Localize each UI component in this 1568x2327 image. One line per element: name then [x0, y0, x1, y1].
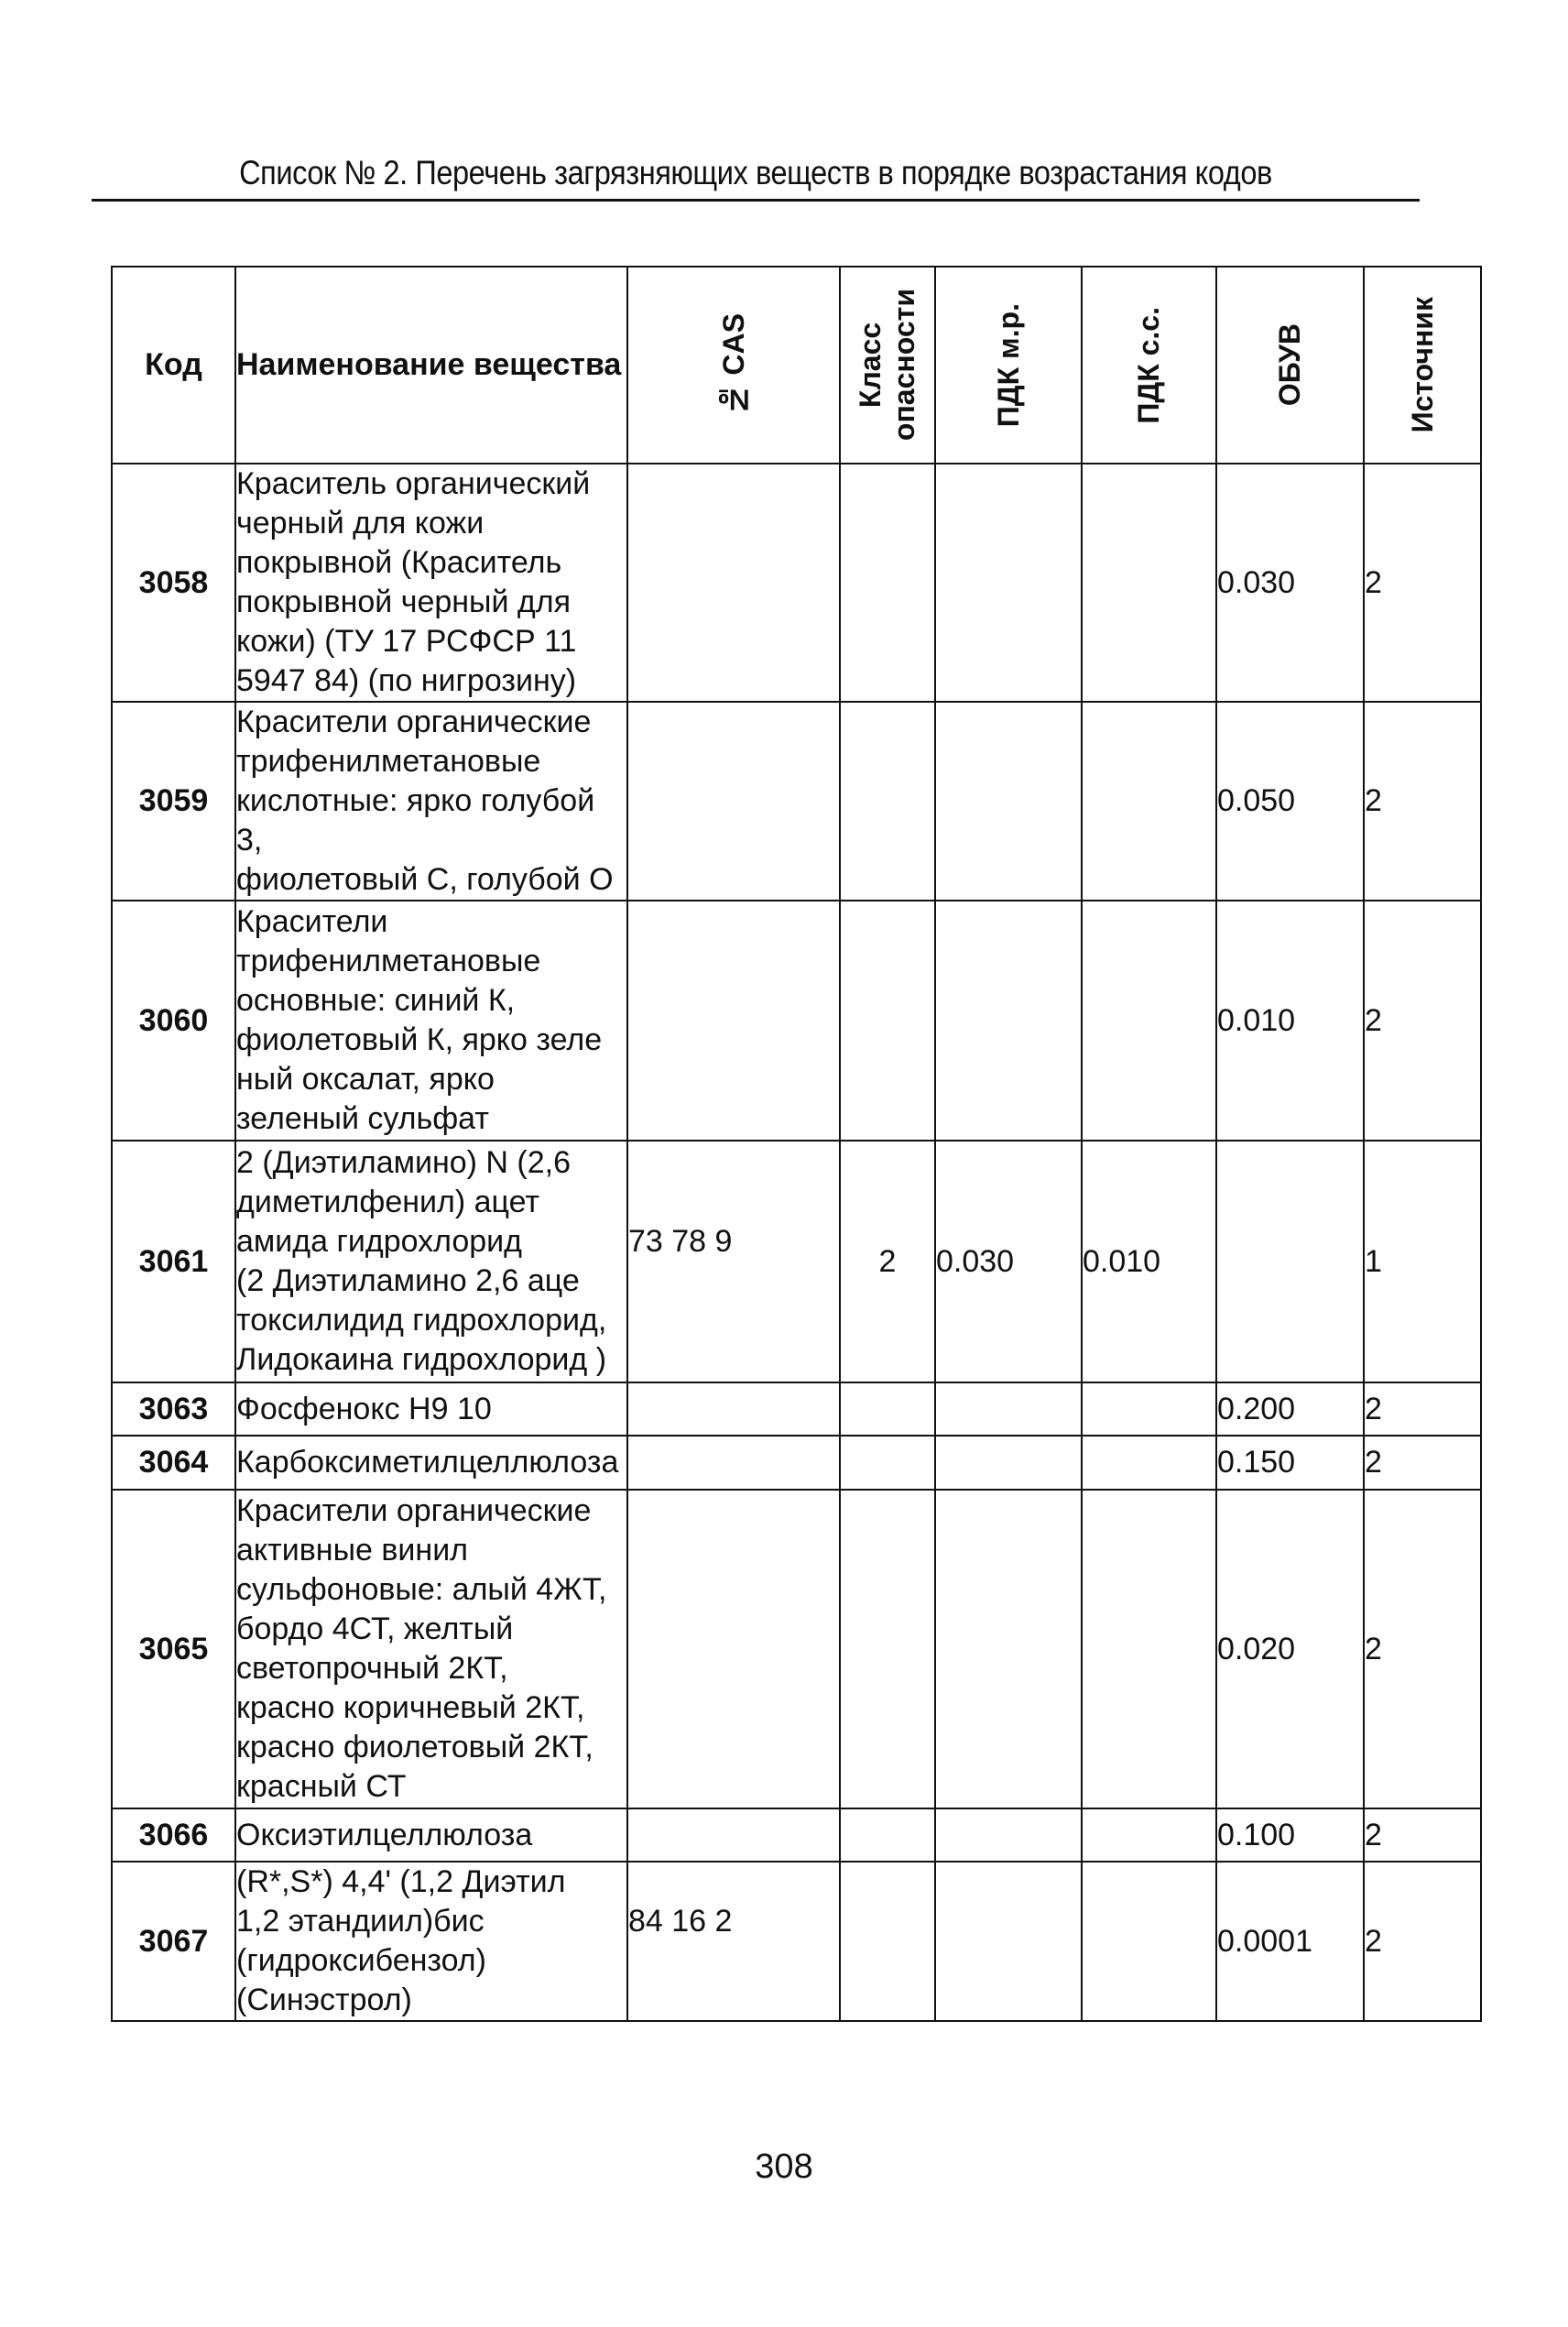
cell-name — [235, 1808, 627, 1862]
cell-obuv: 0.050 — [1216, 702, 1364, 901]
table-row — [112, 1382, 1481, 1436]
cell-name — [235, 464, 627, 702]
table-row — [112, 1490, 1481, 1808]
name-line: светопрочный 2КТ, — [236, 1651, 508, 1686]
name-line: черный для кожи — [236, 506, 485, 541]
cell-pdk-ss: 0.010 — [1082, 1141, 1216, 1382]
cell-cas: 73 78 9 — [627, 1141, 840, 1382]
cell-code: 3060 — [112, 901, 235, 1141]
cell-obuv — [1216, 1141, 1364, 1382]
name-line: Фосфенокс Н9 10 — [236, 1391, 492, 1426]
cell-name — [235, 702, 627, 901]
cell-obuv: 0.200 — [1216, 1382, 1364, 1436]
name-line: (гидроксибензол) — [236, 1943, 486, 1978]
cell-source: 2 — [1364, 702, 1481, 901]
cell-pdk-ss — [1082, 702, 1216, 901]
cell-cas — [627, 1808, 840, 1862]
name-line: красный СТ — [236, 1769, 407, 1804]
cell-hazard-class — [840, 1436, 935, 1490]
name-line: кожи) (ТУ 17 РСФСР 11 — [236, 624, 577, 659]
name-line: 5947 84) (по нигрозину) — [236, 663, 577, 698]
cell-name — [235, 901, 627, 1141]
cell-source: 2 — [1364, 464, 1481, 702]
cell-hazard-class — [840, 1490, 935, 1808]
name-line: трифенилметановые — [236, 744, 541, 779]
column-header-source: Источник — [1364, 267, 1481, 464]
name-line: бордо 4СТ, желтый — [236, 1611, 514, 1646]
name-line: основные: синий К, — [236, 983, 516, 1018]
name-line: зеленый сульфат — [236, 1101, 489, 1136]
cell-name — [235, 1490, 627, 1808]
cell-obuv: 0.100 — [1216, 1808, 1364, 1862]
cell-pdk-mr — [935, 1490, 1082, 1808]
name-line: Красители — [236, 904, 388, 939]
cell-code: 3066 — [112, 1808, 235, 1862]
cell-pdk-ss — [1082, 1382, 1216, 1436]
cell-obuv: 0.150 — [1216, 1436, 1364, 1490]
cell-pdk-mr — [935, 901, 1082, 1141]
cell-cas — [627, 901, 840, 1141]
cell-pdk-ss — [1082, 1436, 1216, 1490]
cell-pdk-ss — [1082, 464, 1216, 702]
cell-hazard-class — [840, 1862, 935, 2021]
cell-source: 2 — [1364, 1490, 1481, 1808]
cell-pdk-ss — [1082, 901, 1216, 1141]
table-row — [112, 702, 1481, 901]
cell-code: 3063 — [112, 1382, 235, 1436]
cell-name — [235, 1862, 627, 2021]
cell-code: 3064 — [112, 1436, 235, 1490]
name-line: фиолетовый К, ярко зеле — [236, 1022, 603, 1057]
table-row — [112, 1808, 1481, 1862]
cell-cas — [627, 464, 840, 702]
name-line: (2 Диэтиламино 2,6 аце — [236, 1263, 580, 1298]
cell-pdk-mr — [935, 464, 1082, 702]
cell-code: 3061 — [112, 1141, 235, 1382]
cell-code: 3065 — [112, 1490, 235, 1808]
cell-code: 3067 — [112, 1862, 235, 2021]
column-header-obuv: ОБУВ — [1216, 267, 1364, 464]
cell-hazard-class: 2 — [840, 1141, 935, 1382]
column-header-cas: № CAS — [627, 267, 840, 464]
cell-cas — [627, 1382, 840, 1436]
cell-source: 2 — [1364, 1808, 1481, 1862]
name-line: Лидокаина гидрохлорид ) — [236, 1342, 607, 1377]
cell-hazard-class — [840, 901, 935, 1141]
name-line: (R*,S*) 4,4' (1,2 Диэтил — [236, 1864, 566, 1899]
cell-source: 2 — [1364, 1436, 1481, 1490]
name-line: Карбоксиметилцеллюлоза — [236, 1445, 619, 1480]
cell-hazard-class — [840, 464, 935, 702]
table-header-row — [112, 267, 1481, 464]
column-header-name: Наименование вещества — [235, 267, 627, 464]
cell-pdk-ss — [1082, 1490, 1216, 1808]
name-line: сульфоновые: алый 4ЖТ, — [236, 1572, 607, 1607]
name-line: 2 (Диэтиламино) N (2,6 — [236, 1145, 572, 1180]
cell-cas — [627, 702, 840, 901]
cell-obuv: 0.010 — [1216, 901, 1364, 1141]
table-row — [112, 1141, 1481, 1382]
cell-cas — [627, 1436, 840, 1490]
name-line: покрывной черный для — [236, 584, 572, 619]
table-row — [112, 1436, 1481, 1490]
cell-pdk-mr — [935, 1862, 1082, 2021]
page-header: Список № 2. Перечень загрязняющих веществ в порядке возрастания кодов — [239, 154, 1272, 191]
cell-obuv: 0.030 — [1216, 464, 1364, 702]
name-line: (Синэстрол) — [236, 1983, 412, 2017]
column-header-hazard-class: Класс опасности — [840, 267, 935, 464]
name-line: Оксиэтилцеллюлоза — [236, 1817, 533, 1852]
name-line: Красители органические — [236, 1493, 592, 1528]
cell-pdk-mr — [935, 1436, 1082, 1490]
cell-source: 2 — [1364, 1862, 1481, 2021]
cell-code: 3058 — [112, 464, 235, 702]
column-header-code: Код — [112, 267, 235, 464]
cell-code: 3059 — [112, 702, 235, 901]
table-row — [112, 1862, 1481, 2021]
cell-hazard-class — [840, 1808, 935, 1862]
name-line: красно коричневый 2КТ, — [236, 1690, 585, 1725]
name-line: трифенилметановые — [236, 944, 541, 978]
cell-source: 2 — [1364, 901, 1481, 1141]
name-line: амида гидрохлорид — [236, 1224, 523, 1259]
name-line: 1,2 этандиил)бис — [236, 1904, 485, 1939]
cell-hazard-class — [840, 1382, 935, 1436]
page-number: 308 — [755, 2147, 813, 2186]
cell-pdk-ss — [1082, 1808, 1216, 1862]
cell-source: 1 — [1364, 1141, 1481, 1382]
name-line: токсилидид гидрохлорид, — [236, 1303, 607, 1338]
cell-cas — [627, 1490, 840, 1808]
name-line: фиолетовый С, голубой О — [236, 862, 614, 897]
substances-table — [111, 266, 1482, 2022]
cell-name — [235, 1141, 627, 1382]
table-row — [112, 464, 1481, 702]
name-line: диметилфенил) ацет — [236, 1185, 540, 1219]
cell-obuv: 0.0001 — [1216, 1862, 1364, 2021]
cell-pdk-mr — [935, 1808, 1082, 1862]
header-rule — [92, 199, 1420, 202]
cell-pdk-mr: 0.030 — [935, 1141, 1082, 1382]
name-line: ный оксалат, ярко — [236, 1062, 495, 1097]
table-row — [112, 901, 1481, 1141]
name-line: Краситель органический — [236, 466, 591, 501]
cell-obuv: 0.020 — [1216, 1490, 1364, 1808]
column-header-pdk-mr: ПДК м.р. — [935, 267, 1082, 464]
cell-pdk-mr — [935, 1382, 1082, 1436]
cell-pdk-ss — [1082, 1862, 1216, 2021]
name-line: покрывной (Краситель — [236, 545, 562, 580]
name-line: Красители органические — [236, 705, 592, 739]
name-line: активные винил — [236, 1533, 469, 1568]
column-header-pdk-ss: ПДК с.с. — [1082, 267, 1216, 464]
cell-cas: 84 16 2 — [627, 1862, 840, 2021]
cell-pdk-mr — [935, 702, 1082, 901]
cell-name — [235, 1382, 627, 1436]
cell-source: 2 — [1364, 1382, 1481, 1436]
cell-hazard-class — [840, 702, 935, 901]
cell-name — [235, 1436, 627, 1490]
name-line: кислотные: ярко голубой 3, — [236, 783, 595, 858]
name-line: красно фиолетовый 2КТ, — [236, 1730, 593, 1764]
